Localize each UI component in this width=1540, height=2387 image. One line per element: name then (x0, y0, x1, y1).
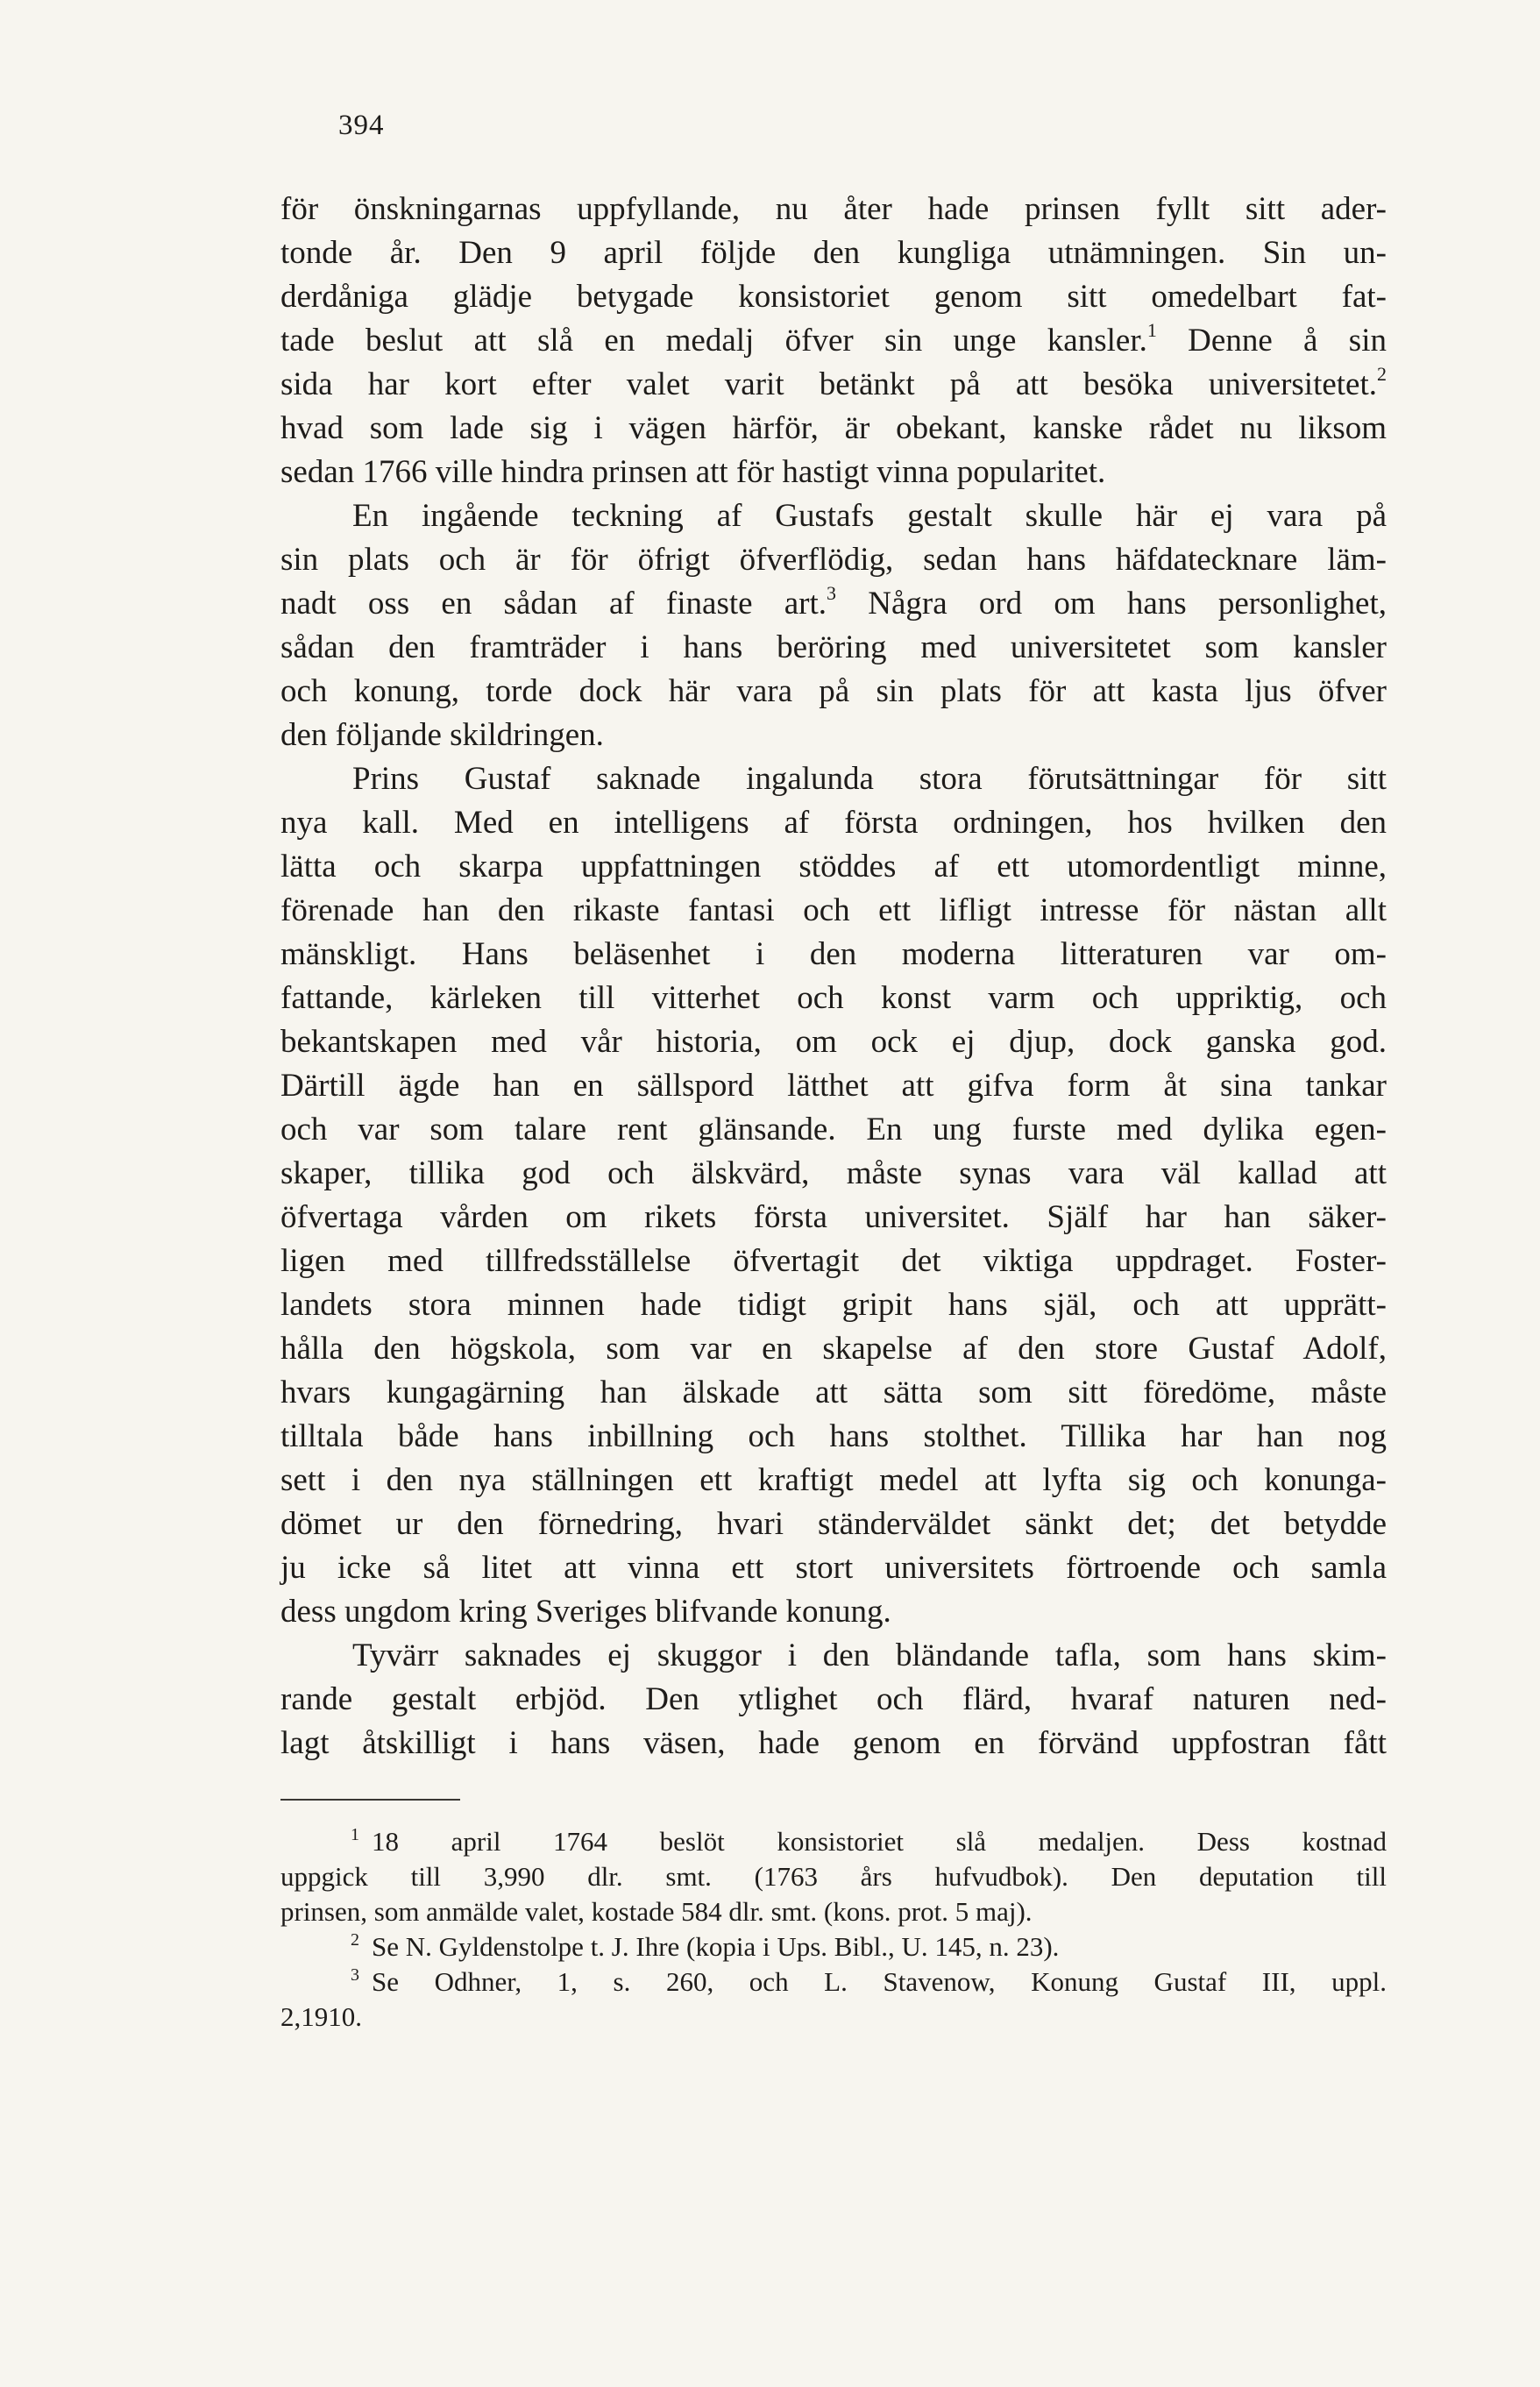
footnote-line: uppgick till 3,990 dlr. smt. (1763 års hufvudbok). Den deputation till (280, 1861, 1387, 1892)
footnote-line (280, 1824, 1387, 1859)
text-line: Tyvärr saknades ej skuggor i den bländande tafla, som hans skim- (352, 1638, 1387, 1673)
text-line: fattande, kärleken till vitterhet och konst varm och uppriktig, och (280, 980, 1387, 1016)
text-line: hålla den högskola, som var en skapelse af den store Gustaf Adolf, (280, 1331, 1387, 1367)
text-line: En ingående teckning af Gustafs gestalt skulle här ej vara på (352, 498, 1387, 534)
text-fragment: Några ord om hans personlighet, (868, 586, 1387, 622)
text-line: derdåniga glädje betygade konsistoriet genom sitt omedelbart fat- (280, 279, 1387, 315)
text-line: mänskligt. Hans beläsenhet i den moderna litteraturen var om- (280, 936, 1387, 972)
text-line: tilltala både hans inbillning och hans stolthet. Tillika har han nog (280, 1418, 1387, 1454)
page-number: 394 (338, 110, 385, 141)
text-line: hvad som lade sig i vägen härför, är obekant, kanske rådet nu liksom (280, 410, 1387, 446)
text-line: sett i den nya ställningen ett kraftigt medel att lyfta sig och konunga- (280, 1462, 1387, 1498)
text-line (280, 582, 1387, 626)
text-line: dömet ur den förnedring, hvari ständerväldet sänkt det; det betydde (280, 1506, 1387, 1542)
text-line: nya kall. Med en intelligens af första ordningen, hos hvilken den (280, 805, 1387, 841)
text-line: ligen med tillfredsställelse öfvertagit det viktiga uppdraget. Foster- (280, 1243, 1387, 1279)
text-line: sedan 1766 ville hindra prinsen att för hastigt vinna popularitet. (280, 454, 1106, 490)
text-line: Prins Gustaf saknade ingalunda stora förutsättningar för sitt (352, 761, 1387, 797)
text-fragment: nadt oss en sådan af finaste art. (280, 586, 827, 622)
text-line: Därtill ägde han en sällspord lätthet att gifva form åt sina tankar (280, 1068, 1387, 1104)
text-line: öfvertaga vården om rikets första universitet. Själf har han säker- (280, 1199, 1387, 1235)
text-line: landets stora minnen hade tidigt gripit hans själ, och att upprätt- (280, 1287, 1387, 1323)
footnote-mark: 3 (351, 1965, 359, 1985)
text-line: ju icke så litet att vinna ett stort universitets förtroende och samla (280, 1550, 1387, 1586)
footnote-text: Se Odhner, 1, s. 260, och L. Stavenow, Konung Gustaf III, uppl. (372, 1966, 1387, 1997)
text-line (280, 363, 1387, 407)
text-line: och var som talare rent glänsande. En ung furste med dylika egen- (280, 1112, 1387, 1147)
footnote-text: 18 april 1764 beslöt konsistoriet slå medaljen. Dess kostnad (372, 1826, 1387, 1857)
text-line: för önskningarnas uppfyllande, nu åter hade prinsen fyllt sitt ader- (280, 191, 1387, 227)
text-line: sin plats och är för öfrigt öfverflödig, sedan hans häfdatecknare läm- (280, 542, 1387, 578)
text-line: sådan den framträder i hans beröring med universitetet som kansler (280, 629, 1387, 665)
body-text (280, 188, 1387, 1765)
footnote-line: 2,1910. (280, 2001, 362, 2032)
footnote-ref: 1 (1146, 319, 1157, 341)
footnote-mark: 2 (351, 1930, 359, 1950)
footnote-line (280, 1929, 1387, 1964)
footnote-ref: 3 (827, 582, 837, 604)
text-line: lätta och skarpa uppfattningen stöddes af ett utomordentligt minne, (280, 849, 1387, 884)
footnote-line: prinsen, som anmälde valet, kostade 584 dlr. smt. (kons. prot. 5 maj). (280, 1896, 1033, 1927)
text-line: rande gestalt erbjöd. Den ytlighet och flärd, hvaraf naturen ned- (280, 1681, 1387, 1717)
footnote-text: Se N. Gyldenstolpe t. J. Ihre (kopia i Ups. Bibl., U. 145, n. 23). (372, 1931, 1060, 1962)
text-line: och konung, torde dock här vara på sin plats för att kasta ljus öfver (280, 673, 1387, 709)
text-fragment: tade beslut att slå en medalj öfver sin unge kansler. (280, 323, 1147, 359)
text-line: hvars kungagärning han älskade att sätta som sitt föredöme, måste (280, 1375, 1387, 1410)
text-line: skaper, tillika god och älskvärd, måste synas vara väl kallad att (280, 1155, 1387, 1191)
footnote-line (280, 1964, 1387, 2000)
footnotes (280, 1824, 1387, 2035)
text-line: den följande skildringen. (280, 717, 604, 753)
text-line: förenade han den rikaste fantasi och ett lifligt intresse för nästan allt (280, 892, 1387, 928)
text-line: lagt åtskilligt i hans väsen, hade genom en förvänd uppfostran fått (280, 1725, 1387, 1761)
text-fragment: Denne å sin (1188, 323, 1387, 359)
text-fragment: sida har kort efter valet varit betänkt på att besöka universitetet. (280, 366, 1377, 402)
footnote-ref: 2 (1377, 363, 1387, 385)
footnote-mark: 1 (351, 1825, 359, 1844)
text-line: bekantskapen med vår historia, om ock ej djup, dock ganska god. (280, 1024, 1387, 1060)
text-line (280, 319, 1387, 363)
text-line: tonde år. Den 9 april följde den kungliga utnämningen. Sin un- (280, 235, 1387, 271)
footnote-divider (280, 1799, 460, 1801)
text-line: dess ungdom kring Sveriges blifvande konung. (280, 1594, 891, 1630)
